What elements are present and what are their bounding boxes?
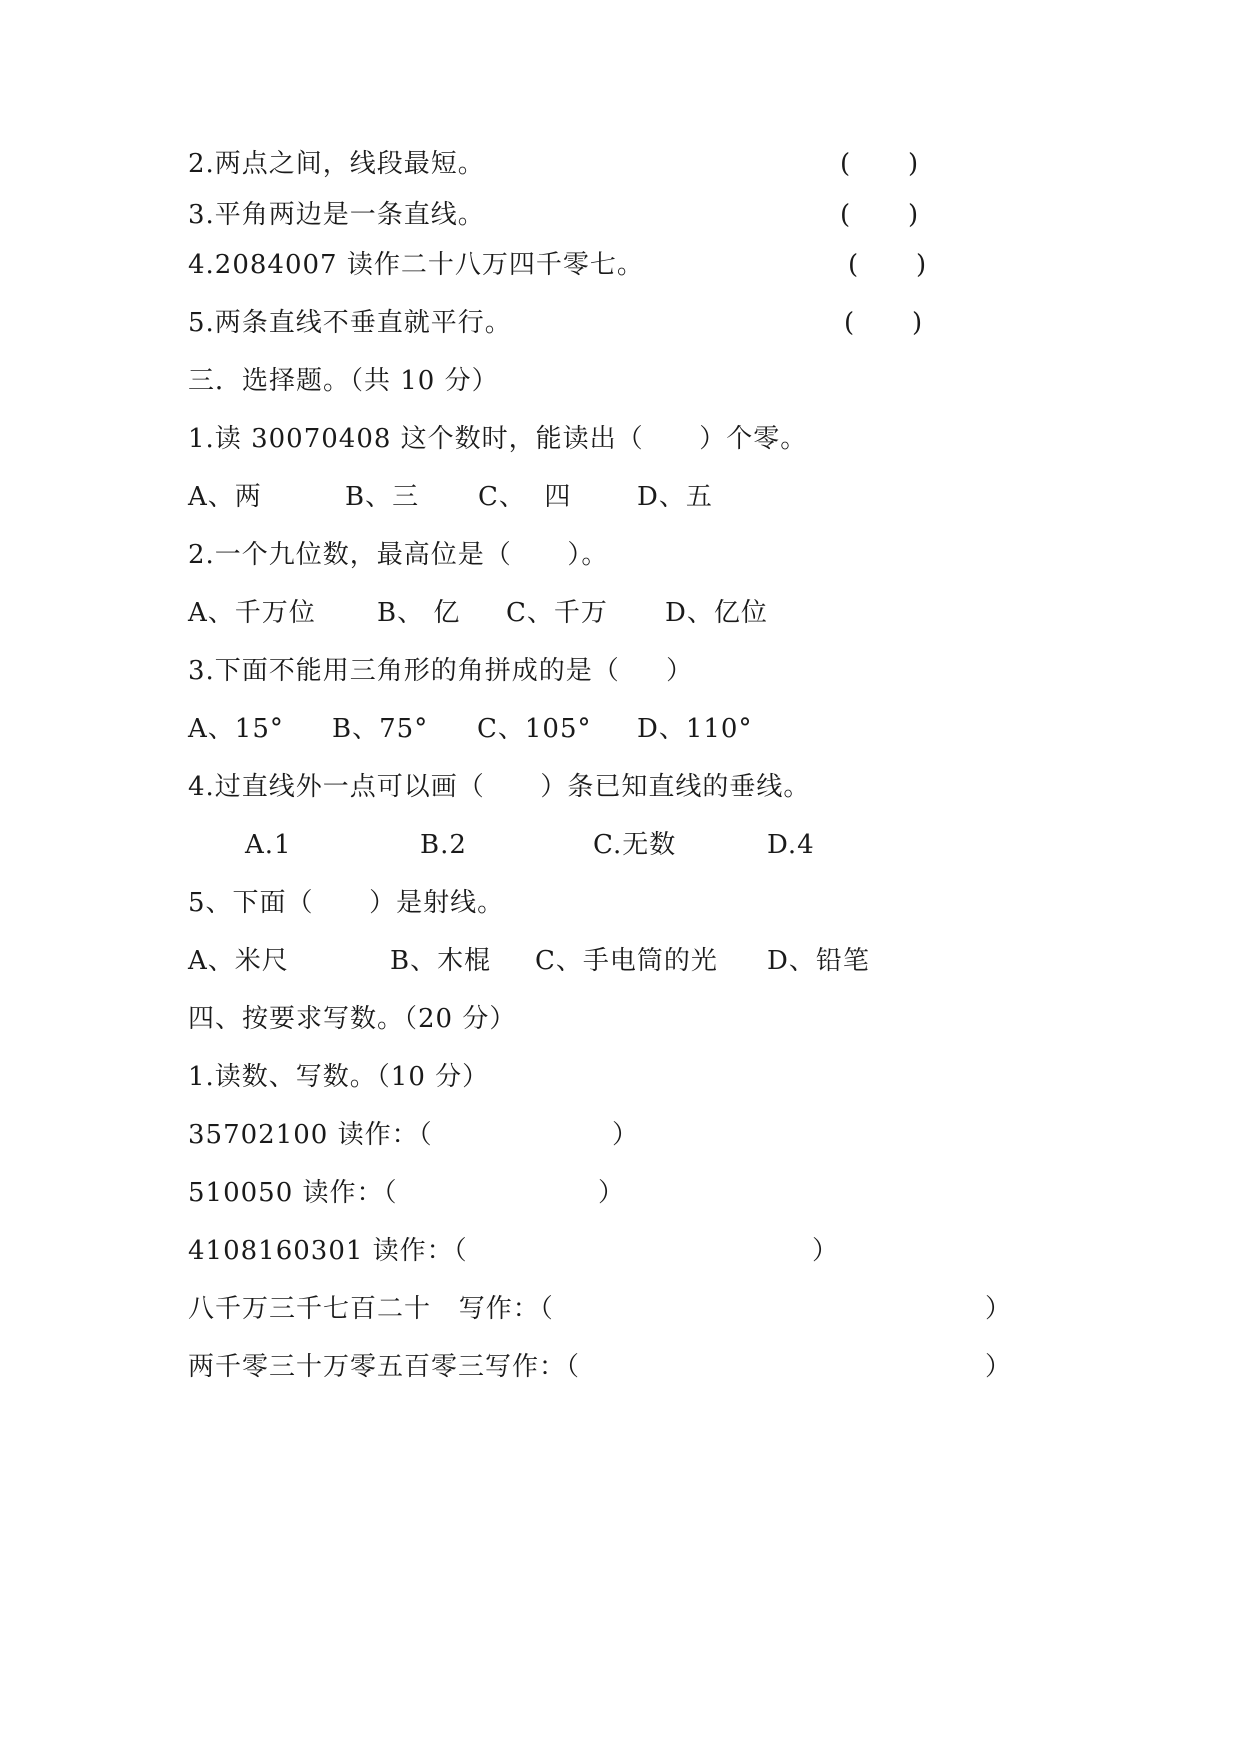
- q1-option-d: D、五: [637, 482, 713, 512]
- q4-text: 4.过直线外一点可以画（ ）条已知直线的垂线。: [188, 772, 811, 802]
- q3-option-d: D、110°: [637, 714, 753, 744]
- q5-option-d: D、铅笔: [767, 946, 870, 976]
- q2-text: 2.一个九位数，最高位是（ ）。: [188, 540, 609, 570]
- read-row-3-close: ）: [812, 1236, 839, 1266]
- read-row-1-close: ）: [612, 1120, 639, 1150]
- q5-option-a: A、米尺: [188, 946, 289, 976]
- q5-option-b: B、木棍: [390, 946, 492, 976]
- q4-option-c: C.无数: [593, 830, 677, 860]
- read-row-2: 510050 读作：（: [188, 1178, 398, 1208]
- q1-option-c: C、 四: [478, 482, 572, 512]
- write-row-1: 八千万三千七百二十 写作：（: [188, 1294, 554, 1324]
- q4-option-d: D.4: [767, 830, 815, 860]
- section4-title: 四、按要求写数。（20 分）: [188, 1004, 517, 1034]
- answer-paren-5: ( ): [844, 308, 923, 338]
- q1-option-a: A、两: [188, 482, 262, 512]
- judge-item-3: 3.平角两边是一条直线。: [188, 200, 485, 230]
- write-row-1-close: ）: [985, 1294, 1012, 1324]
- read-row-3: 4108160301 读作：（: [188, 1236, 468, 1266]
- q2-option-a: A、千万位: [188, 598, 316, 628]
- section4-sub1: 1.读数、写数。（10 分）: [188, 1062, 490, 1092]
- q1-text: 1.读 30070408 这个数时，能读出（ ）个零。: [188, 424, 808, 454]
- q2-option-d: D、亿位: [665, 598, 768, 628]
- q3-option-b: B、75°: [332, 714, 429, 744]
- q2-option-b: B、 亿: [377, 598, 461, 628]
- q3-text: 3.下面不能用三角形的角拼成的是（ ）: [188, 656, 694, 686]
- read-row-2-close: ）: [598, 1178, 625, 1208]
- q3-option-c: C、105°: [477, 714, 592, 744]
- q5-text: 5、下面（ ）是射线。: [188, 888, 505, 918]
- q4-option-a: A.1: [245, 830, 292, 860]
- judge-item-5: 5.两条直线不垂直就平行。: [188, 308, 512, 338]
- answer-paren-2: ( ): [840, 149, 919, 179]
- answer-paren-3: ( ): [840, 200, 919, 230]
- judge-item-2: 2.两点之间，线段最短。: [188, 149, 485, 179]
- judge-item-4: 4.2084007 读作二十八万四千零七。: [188, 250, 644, 280]
- write-row-2: 两千零三十万零五百零三写作：（: [188, 1352, 581, 1382]
- q2-option-c: C、千万: [506, 598, 608, 628]
- q1-option-b: B、三: [345, 482, 420, 512]
- read-row-1: 35702100 读作：（: [188, 1120, 433, 1150]
- q5-option-c: C、手电筒的光: [535, 946, 718, 976]
- q4-option-b: B.2: [420, 830, 467, 860]
- section3-title: 三．选择题。（共 10 分）: [188, 366, 499, 396]
- q3-option-a: A、15°: [188, 714, 284, 744]
- write-row-2-close: ）: [985, 1352, 1012, 1382]
- answer-paren-4: ( ): [848, 250, 927, 280]
